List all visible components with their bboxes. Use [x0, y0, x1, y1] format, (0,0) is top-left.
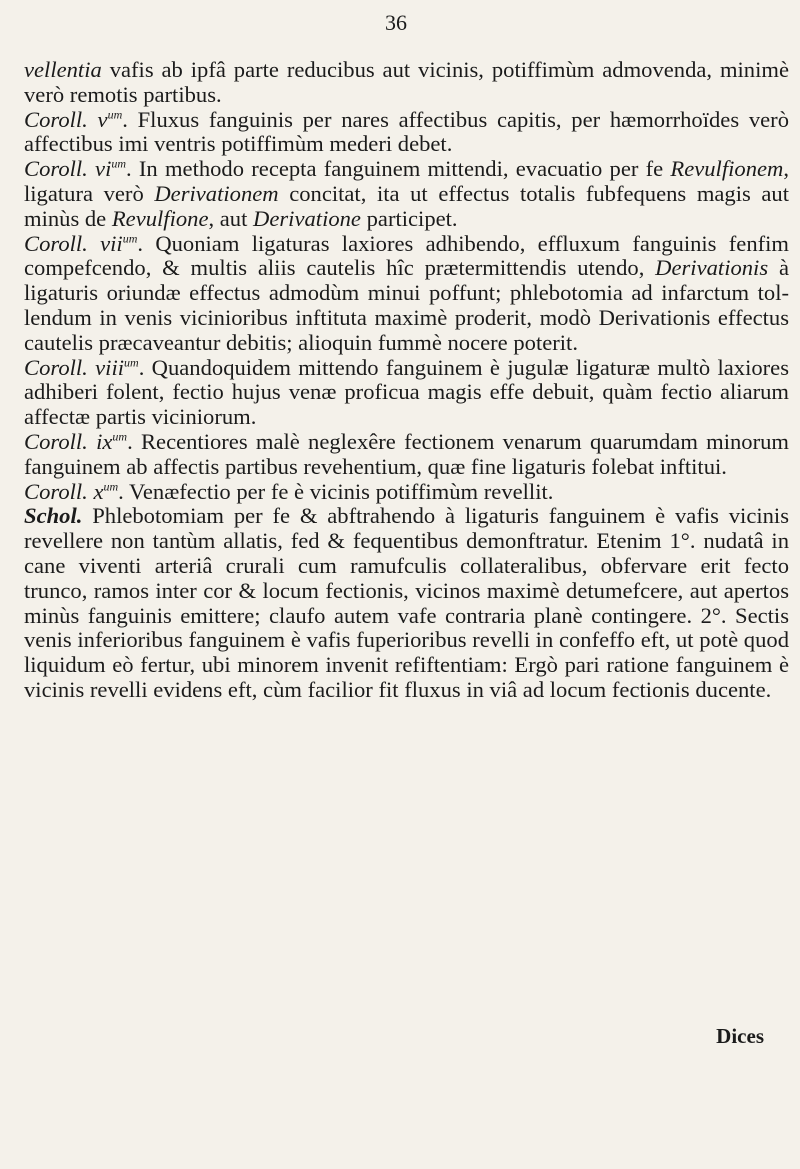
text-segment: à ligaturis oriundæ effectus admodùm minui poffunt; phlebotomia ad infarctum tollendum in venis vicinioribus inftituta maximè proderit, modò Derivationis effectus cautelis præcaveantur debitis; alioquin fummè nocere poterit.	[24, 255, 789, 355]
text-segment: vafis ab ipfâ parte reducibus aut vicinis, potiffimùm admovenda, minimè verò remotis partibus.	[24, 57, 789, 107]
text-segment: concitat, ita ut effectus totalis fubfequens magis aut minùs de	[24, 180, 789, 231]
text-segment: . Quoniam ligaturas laxiores adhibendo, effluxum fanguinis fenfim compefcendo, & multis aliis cautelis hîc prætermittendis utendo,	[24, 230, 789, 281]
italic-text: Revulfionem	[670, 156, 784, 182]
italic-text: Coroll. x	[24, 478, 104, 504]
italic-text: Coroll. viii	[24, 354, 125, 380]
italic-text: Revulfione	[111, 205, 209, 231]
text-segment: . In methodo recepta fanguinem mittendi, evacuatio per fe	[126, 156, 671, 182]
paragraph	[24, 480, 789, 505]
italic-text: um	[107, 107, 123, 122]
paragraph	[24, 356, 789, 430]
text-segment: Phlebotomiam per fe & abftrahendo à ligaturis fanguinem è vafis vicinis revellere non tantùm allatis, fed & fequentibus demonftratur. Etenim 1°. nudatâ in cane viventi arteriâ crurali cum ramufculis collateralibus, obfervare erit fecto trunco, ramos inter cor & locum fectionis, vicinos maximè detumefcere, aut apertos minùs fanguinis emittere; claufo autem vafe contraria planè contingere. 2°. Sectis venis inferioribus fanguinem è vafis fuperioribus revelli in confeffo eft, ut potè quod liquidum eò fertur, ubi minorem invenit refiftentiam: Ergò pari ratione fanguinem è vicinis revelli evidens eft, cùm facilior fit fluxus in viâ ad locum fectionis ducente.	[24, 503, 789, 702]
paragraph	[24, 108, 789, 158]
italic-text: Derivationem	[154, 180, 279, 206]
body-text	[24, 58, 789, 703]
italic-text: Coroll. vii	[24, 230, 123, 256]
page-number: 36	[385, 10, 407, 35]
text-segment: participet.	[360, 205, 458, 231]
text-segment: . Quandoquidem mittendo fanguinem è jugulæ ligaturæ multò laxiores adhiberi folent, fectio hujus venæ proficua magis effe debuit, quàm fectio aliarum affectæ partis viciniorum.	[24, 354, 789, 430]
text-segment: , ligatura verò	[24, 156, 789, 206]
italic-text: um	[103, 479, 119, 494]
italic-text: Schol.	[24, 503, 83, 529]
text-segment: . Venæfectio per fe è vicinis potiffimùm revellit.	[118, 478, 554, 504]
paragraph	[24, 430, 789, 480]
italic-text: um	[112, 429, 128, 444]
italic-text: Derivatione	[253, 205, 361, 231]
italic-text: Coroll. v	[24, 106, 108, 132]
italic-text: um	[124, 355, 139, 370]
text-segment: . Fluxus fanguinis per nares affectibus capitis, per hæmorrhoïdes verò affectibus imi ventris potiffimùm mederi debet.	[24, 106, 789, 157]
paragraph	[24, 232, 789, 356]
paragraph	[24, 157, 789, 231]
italic-text: um	[122, 231, 138, 246]
paragraph	[24, 504, 789, 702]
italic-text: Derivationis	[655, 255, 769, 281]
paragraph	[24, 58, 789, 108]
italic-text: Coroll. vi	[24, 156, 112, 182]
text-segment: , aut	[208, 205, 254, 231]
italic-text: vellentia	[24, 57, 102, 82]
catchword: Dices	[716, 1024, 764, 1048]
text-segment: . Recentiores malè neglexêre fectionem venarum quarumdam minorum fanguinem ab affectis partibus revehentium, quæ fine ligaturis folebat inftitui.	[24, 428, 789, 479]
italic-text: um	[111, 156, 127, 171]
italic-text: Coroll. ix	[24, 428, 113, 454]
